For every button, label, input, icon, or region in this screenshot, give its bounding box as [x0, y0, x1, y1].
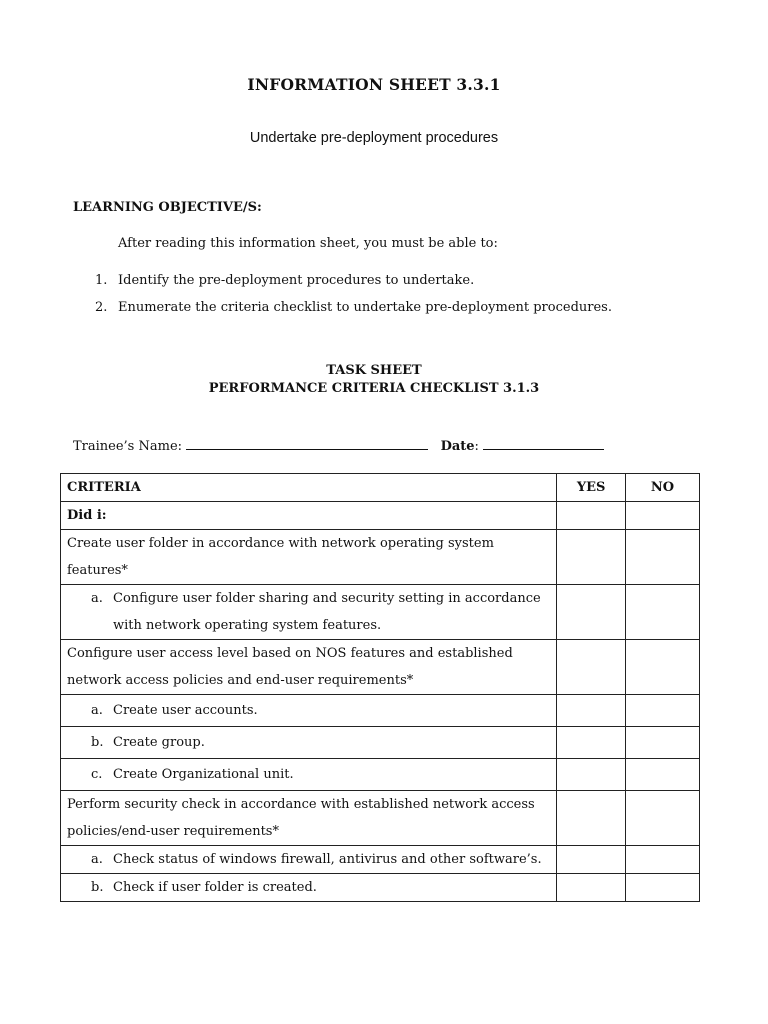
criteria-text: Check if user folder is created. — [113, 880, 317, 895]
no-cell[interactable] — [626, 791, 700, 846]
no-cell[interactable] — [626, 640, 700, 695]
yes-cell[interactable] — [557, 874, 626, 902]
criteria-text: Create Organizational unit. — [113, 767, 294, 782]
table-row — [61, 530, 700, 585]
criteria-subitem — [61, 727, 557, 759]
date-colon: : — [474, 439, 479, 454]
no-header: NO — [626, 474, 700, 502]
no-cell[interactable] — [626, 846, 700, 874]
criteria-subitem — [61, 874, 557, 902]
criteria-subitem — [61, 695, 557, 727]
yes-cell[interactable] — [557, 846, 626, 874]
table-row — [61, 695, 700, 727]
criteria-subitem — [61, 846, 557, 874]
trainee-name-field[interactable] — [186, 436, 428, 450]
criteria-text: Configure user access level based on NOS features and established network access policies and end-user requirements* — [61, 640, 557, 695]
table-row — [61, 502, 700, 530]
subitem-letter: b. — [91, 735, 104, 750]
learning-objective-item — [95, 300, 612, 315]
page-subtitle: Undertake pre-deployment procedures — [249, 130, 499, 146]
no-cell[interactable] — [626, 727, 700, 759]
table-row — [61, 759, 700, 791]
did-i-label: Did i: — [61, 502, 557, 530]
yes-cell[interactable] — [557, 727, 626, 759]
criteria-text: Perform security check in accordance with established network access policies/end-user requirements* — [61, 791, 557, 846]
yes-cell[interactable] — [557, 585, 626, 640]
criteria-text: Create user folder in accordance with network operating system features* — [61, 530, 557, 585]
table-row — [61, 874, 700, 902]
criteria-text: Check status of windows firewall, antivirus and other software’s. — [113, 852, 542, 867]
criteria-subitem — [61, 585, 557, 640]
criteria-header: CRITERIA — [61, 474, 557, 502]
page-title: INFORMATION SHEET 3.3.1 — [247, 75, 501, 94]
no-cell[interactable] — [626, 874, 700, 902]
yes-cell[interactable] — [557, 502, 626, 530]
no-cell[interactable] — [626, 585, 700, 640]
yes-cell[interactable] — [557, 530, 626, 585]
list-number: 2. — [95, 300, 108, 315]
subitem-letter: a. — [91, 703, 103, 718]
table-header-row — [61, 474, 700, 502]
trainee-form-row — [73, 436, 604, 454]
list-item-text: Enumerate the criteria checklist to undertake pre-deployment procedures. — [118, 300, 612, 315]
no-cell[interactable] — [626, 759, 700, 791]
no-cell[interactable] — [626, 530, 700, 585]
learning-objectives-heading: LEARNING OBJECTIVE/S: — [73, 200, 262, 215]
yes-cell[interactable] — [557, 640, 626, 695]
task-sheet-subtitle: PERFORMANCE CRITERIA CHECKLIST 3.1.3 — [208, 381, 540, 396]
table-row — [61, 585, 700, 640]
task-sheet-title: TASK SHEET — [326, 363, 422, 378]
criteria-text: Create user accounts. — [113, 703, 258, 718]
yes-cell[interactable] — [557, 759, 626, 791]
table-row — [61, 846, 700, 874]
criteria-text: Create group. — [113, 735, 205, 750]
yes-cell[interactable] — [557, 695, 626, 727]
yes-header: YES — [557, 474, 626, 502]
criteria-text: Configure user folder sharing and security setting in accordance with network operating system features. — [113, 591, 541, 633]
learning-objectives-intro: After reading this information sheet, you must be able to: — [118, 236, 498, 251]
subitem-letter: a. — [91, 852, 103, 867]
subitem-letter: c. — [91, 767, 103, 782]
subitem-letter: a. — [91, 591, 103, 606]
learning-objective-item — [95, 273, 474, 288]
trainee-name-label: Trainee’s Name: — [73, 439, 183, 454]
date-field[interactable] — [483, 436, 604, 450]
list-item-text: Identify the pre-deployment procedures to undertake. — [118, 273, 475, 288]
list-number: 1. — [95, 273, 108, 288]
date-label: Date — [440, 439, 475, 454]
table-row — [61, 791, 700, 846]
no-cell[interactable] — [626, 502, 700, 530]
yes-cell[interactable] — [557, 791, 626, 846]
criteria-checklist-table — [60, 473, 700, 902]
subitem-letter: b. — [91, 880, 104, 895]
criteria-subitem — [61, 759, 557, 791]
no-cell[interactable] — [626, 695, 700, 727]
table-row — [61, 727, 700, 759]
table-row — [61, 640, 700, 695]
